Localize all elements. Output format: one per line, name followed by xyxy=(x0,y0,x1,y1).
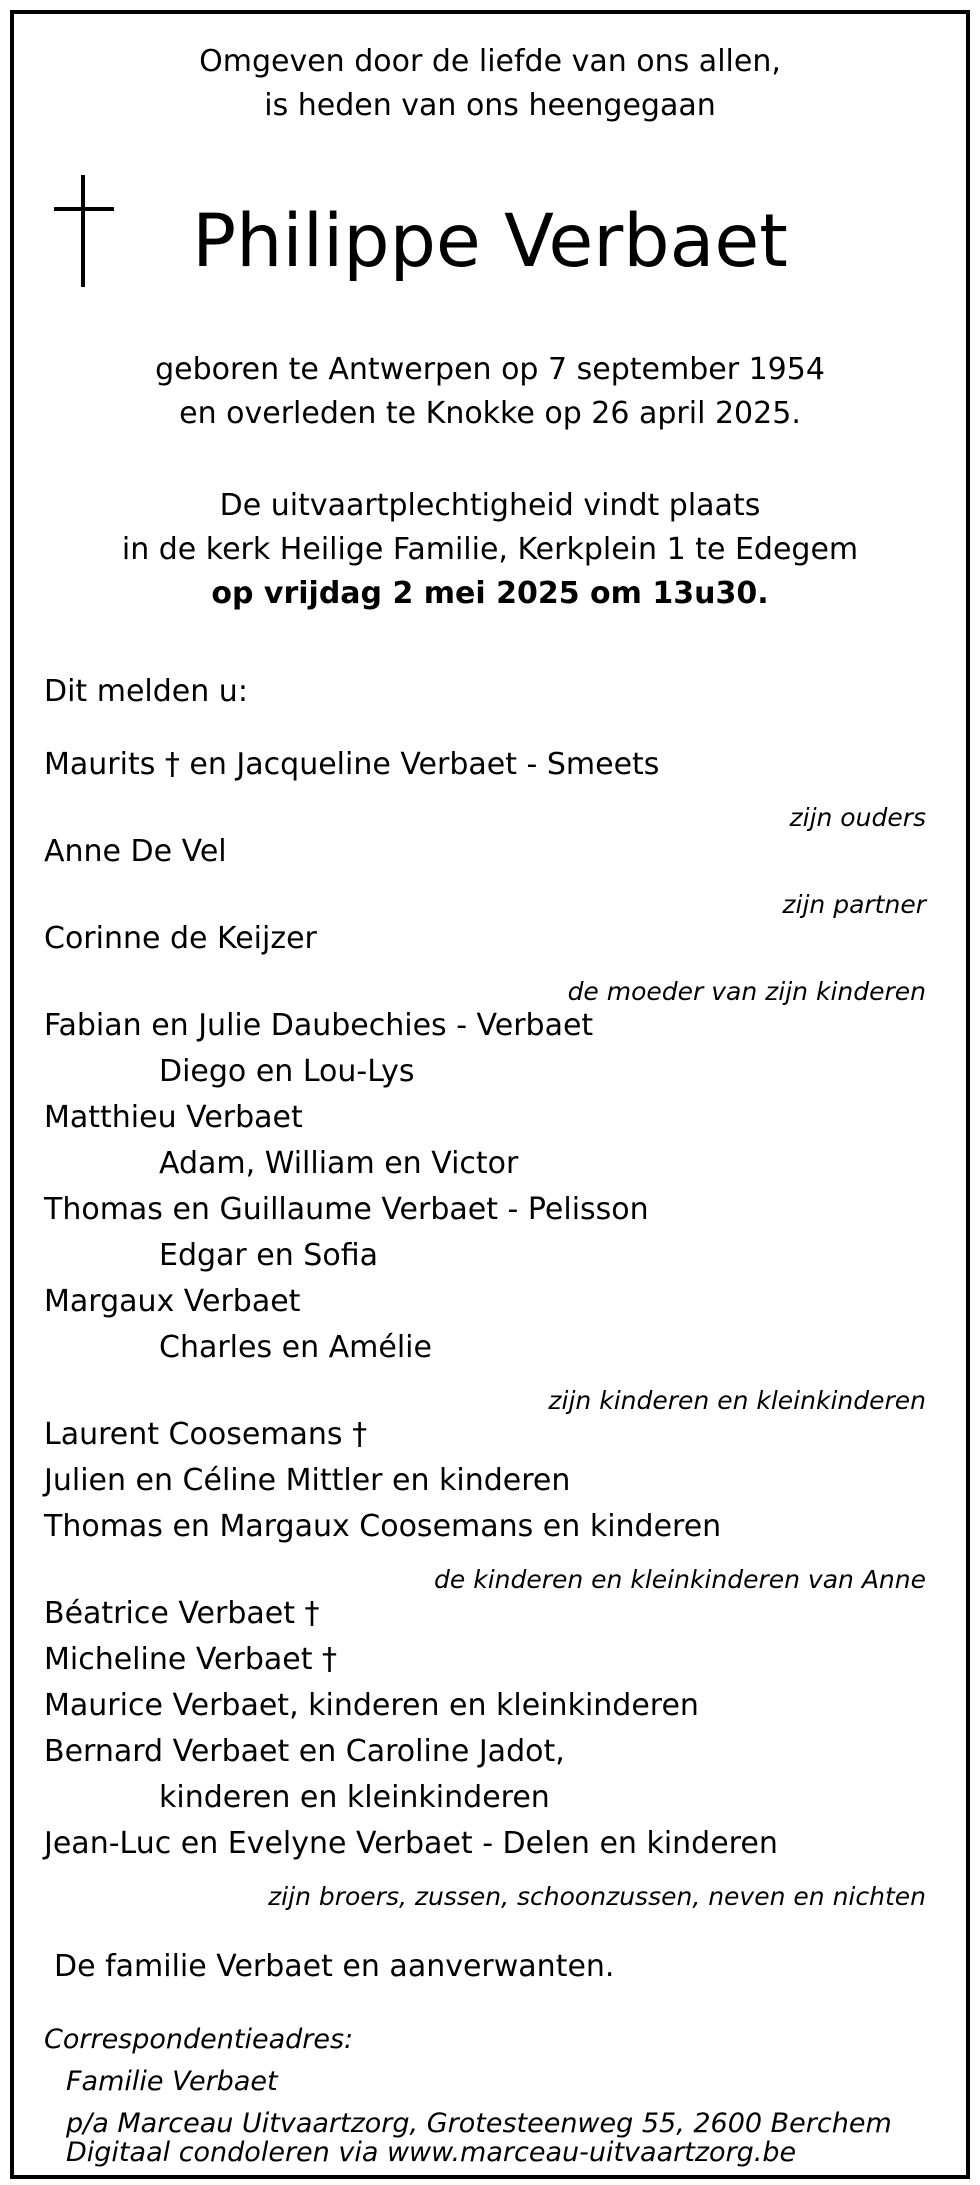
mourner-line: Fabian en Julie Daubechies - Verbaet xyxy=(44,1008,594,1043)
relation-caption: de kinderen en kleinkinderen van Anne xyxy=(434,1565,926,1594)
mourner-line: Matthieu Verbaet xyxy=(44,1100,303,1135)
announcement-intro: Dit melden u: xyxy=(44,674,248,709)
ceremony-date: op vrijdag 2 mei 2025 om 13u30. xyxy=(211,576,769,611)
mourner-line: Maurits † en Jacqueline Verbaet - Smeets xyxy=(44,747,660,782)
mourner-subline: Edgar en Sofia xyxy=(159,1238,378,1273)
mourner-line: Bernard Verbaet en Caroline Jadot, xyxy=(44,1734,565,1769)
mourner-line: Laurent Coosemans † xyxy=(44,1417,368,1452)
mourner-line: Julien en Céline Mittler en kinderen xyxy=(44,1463,571,1498)
correspondence-name: Familie Verbaet xyxy=(66,2066,278,2097)
relation-caption: zijn broers, zussen, schoonzussen, neven en nichten xyxy=(268,1882,926,1911)
mourner-line: Jean-Luc en Evelyne Verbaet - Delen en kinderen xyxy=(44,1826,778,1861)
relation-caption: zijn partner xyxy=(782,890,926,919)
condolence-website: Digitaal condoleren via www.marceau-uitvaartzorg.be xyxy=(66,2137,797,2168)
ceremony-line-1: De uitvaartplechtigheid vindt plaats xyxy=(219,488,761,523)
death-line: en overleden te Knokke op 26 april 2025. xyxy=(179,396,801,431)
mourner-subline: Adam, William en Victor xyxy=(159,1146,519,1181)
correspondence-label: Correspondentieadres: xyxy=(44,2024,354,2055)
ceremony-line-2: in de kerk Heilige Familie, Kerkplein 1 te Edegem xyxy=(121,532,859,567)
intro-line-2: is heden van ons heengegaan xyxy=(264,88,716,123)
mourner-subline: Diego en Lou-Lys xyxy=(159,1054,415,1089)
correspondence-address: p/a Marceau Uitvaartzorg, Grotesteenweg 55, 2600 Berchem xyxy=(66,2108,892,2139)
mourner-line: Maurice Verbaet, kinderen en kleinkinderen xyxy=(44,1688,699,1723)
mourner-line: Anne De Vel xyxy=(44,834,227,869)
mourner-line: Thomas en Guillaume Verbaet - Pelisson xyxy=(44,1192,649,1227)
mourner-line: Béatrice Verbaet † xyxy=(44,1596,320,1631)
deceased-name: Philippe Verbaet xyxy=(192,199,788,284)
relation-caption: zijn kinderen en kleinkinderen xyxy=(548,1386,926,1415)
birth-line: geboren te Antwerpen op 7 september 1954 xyxy=(155,352,825,387)
relation-caption: de moeder van zijn kinderen xyxy=(567,977,926,1006)
mourner-line: Thomas en Margaux Coosemans en kinderen xyxy=(44,1509,722,1544)
mourner-subline: Charles en Amélie xyxy=(159,1330,432,1365)
mourner-line: Corinne de Keijzer xyxy=(44,921,317,956)
intro-line-1: Omgeven door de liefde van ons allen, xyxy=(199,44,781,79)
mourner-line: Margaux Verbaet xyxy=(44,1284,301,1319)
closing-line: De familie Verbaet en aanverwanten. xyxy=(54,1949,615,1984)
relation-caption: zijn ouders xyxy=(789,803,926,832)
obituary-notice xyxy=(10,10,970,2179)
mourner-line: Micheline Verbaet † xyxy=(44,1642,338,1677)
mourner-subline: kinderen en kleinkinderen xyxy=(159,1780,550,1815)
